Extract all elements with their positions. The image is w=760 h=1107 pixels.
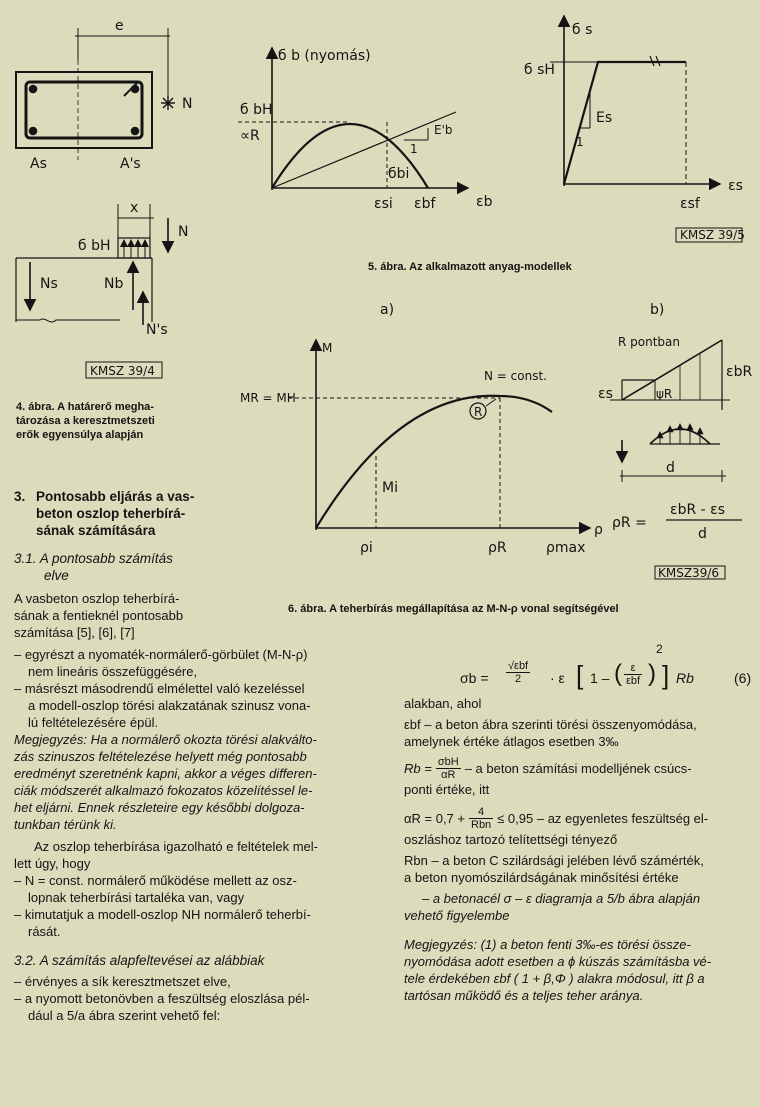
def-Rbn: Rbn – a beton C szilárdsági jelében lévő számérték, a beton nyomószilárdságának minősítési értéke	[404, 853, 704, 885]
equation-6: σb = √εbf 2 · ε [ 1 – ( ε εbf ) 2 ] Rb (6)	[460, 642, 752, 690]
fig6-caption: 6. ábra. A teherbírás megállapítása az M-N-ρ vonal segítségével	[288, 603, 619, 615]
figure-5b	[550, 16, 742, 242]
def-Rb: Rb = $\frac{\text{σbH}}{\alpha R}$ – a beton számítási modelljének csúcs- ponti értéke, itt	[404, 756, 692, 797]
fig4-Nbig-label: N	[178, 224, 189, 240]
section-3-heading: 3. Pontosabb eljárás a vas- beton oszlop teherbírá- sának számítására	[14, 489, 195, 538]
fig4-caption-1: 4. ábra. A határerő megha-	[16, 401, 154, 413]
fig6-Nconst-label: N = const.	[484, 369, 547, 383]
fig6-R-label: R	[474, 405, 483, 419]
fig6-M-label: M	[322, 341, 333, 355]
def-steel: – a betonacél σ – ε diagramja a 5/b ábra alapján vehető figyelembe	[404, 891, 701, 923]
fig5a-eb: E'b	[434, 123, 453, 137]
fig5-code: KMSZ 39/5	[680, 228, 745, 242]
fig4-Ns2-label: N's	[146, 322, 168, 338]
fig5-caption: 5. ábra. Az alkalmazott anyag-modellek	[368, 261, 572, 273]
bullet-5: – érvényes a sík keresztmetszet elve,	[14, 974, 231, 989]
fig5-b-label: b)	[650, 302, 665, 318]
bullet-3: – N = const. normálerő működése mellett az osz- lopnak teherbírási tartaléka van, vagy	[14, 873, 297, 905]
fig6-d-label: d	[666, 460, 675, 476]
fig6-rhomax-label: ρmax	[546, 540, 586, 556]
fig6-rhoi-label: ρi	[360, 540, 373, 556]
fig5b-one: 1	[576, 135, 584, 149]
fig6-rhoR-label: ρR	[488, 540, 507, 556]
fig5a-alpha: ∝R	[240, 128, 260, 144]
fig6-Rpont-label: R pontban	[618, 335, 680, 349]
fig4-Ns-label: Ns	[40, 276, 58, 292]
right-body: alakban, ahol εbf – a beton ábra szerinti törési összenyomódása, amelynek értéke átlagos esetben 3‰ Rb = $\frac{\text{σbH}}{\alpha R}$ – a beton számítási modelljének csúcs- ponti értéke, itt αR = 0,7 + $\frac{4}{\text{Rbn}}$ ≤ 0,95 – az egyenletes feszültség el- oszláshoz tartozó telítettségi tényező Rbn – a beton C szilárdsági jelében lévő számérték, a beton nyomószilárdságának minősítési értéke – a betonacél σ – ε diagramja a 5/b ábra alapján vehető figyelembe Megjegyzés: (1) a beton fenti 3‰-es törési össze- nyomódása adott esetben a ϕ kúszás számításba vé- tele érdekében εbf ( 1 + β,Φ ) alakra módosul, itt β a tartósan működő és a teljes teher aránya.	[404, 695, 754, 1004]
paragraph-2: Az oszlop teherbírása igazolható e feltételek mel- lett úgy, hogy	[14, 839, 318, 871]
fig6-MR-label: MR = MH	[240, 391, 296, 405]
note-right: Megjegyzés: (1) a beton fenti 3‰-es törési össze- nyomódása adott esetben a ϕ kúszás számításba vé- tele érdekében εbf ( 1 + β,Φ ) alakra módosul, itt β a tartósan működő és a teljes teher aránya.	[404, 937, 712, 1003]
fig4-e-label: e	[115, 18, 124, 34]
fig5a-sbi: бbi	[388, 166, 410, 182]
fig5b-Es: Es	[596, 110, 613, 126]
fig4-caption-3: erők egyensúlya alapján	[16, 429, 144, 441]
fig4-N-label: N	[182, 96, 193, 112]
fig4-As2-label: A's	[120, 156, 141, 172]
bullet-1: – egyrészt a nyomaték-normálerő-görbület (M-N-ρ) nem lineáris összefüggésére,	[14, 647, 308, 679]
def-ebf: εbf – a beton ábra szerinti törési összenyomódása, amelynek értéke átlagos esetben 3‰	[404, 717, 697, 749]
fig4-sbH-label: б bH	[78, 238, 111, 254]
fig6-Mi-label: Mi	[382, 480, 398, 496]
fig6-code: KMSZ39/6	[658, 566, 720, 580]
fig6-psiR-label: ψR	[656, 387, 673, 401]
fig5a-one: 1	[410, 142, 418, 156]
fig6-formula-num: εbR - εs	[670, 502, 725, 518]
section-3-2-heading: 3.2. A számítás alapfeltevései az alábbiak	[14, 953, 265, 968]
force-point-icon	[161, 96, 175, 110]
fig5b-esf: εsf	[680, 196, 700, 212]
fig5a-esi: εsi	[374, 196, 393, 212]
left-body	[14, 646, 394, 1024]
fig6-formula-lhs: ρR =	[612, 515, 647, 531]
bullet-6: – a nyomott betonövben a feszültség eloszlása pél- dául a 5/a ábra szerint vehető fel:	[14, 991, 310, 1023]
bullet-4: – kimutatjuk a modell-oszlop NH normálerő teherbí- rását.	[14, 907, 311, 939]
fig6-es-label: εs	[598, 386, 613, 402]
figure-5a	[238, 48, 468, 190]
fig6-rho-label: ρ	[594, 522, 603, 538]
fig5b-yaxis: б s	[572, 22, 593, 38]
fig5b-es: εs	[728, 178, 743, 194]
fig4-Nb-label: Nb	[104, 276, 124, 292]
fig6-ebR-label: εbR	[726, 364, 753, 380]
fig5a-axis: εb	[476, 194, 493, 210]
section-3-1-heading: 3.1. A pontosabb számítás elve	[14, 551, 173, 583]
fig5a-top: б bH	[240, 102, 273, 118]
paragraph-1: A vasbeton oszlop teherbírá- sának a fentieknél pontosabb számítása [5], [6], [7]	[14, 591, 184, 640]
fig5-a-label: a)	[380, 302, 395, 318]
fig5b-sH: б sH	[524, 62, 555, 78]
fig4-caption-2: tározása a keresztmetszeti	[16, 415, 155, 427]
fig5a-yaxis: б b (nyomás)	[278, 48, 371, 64]
fig5a-ebf: εbf	[414, 196, 436, 212]
note-left: Megjegyzés: Ha a normálerő okozta törési alakválto- zás szinuszos feltételezése helyett még pontosabb eredményt szeretnénk kapni, akkor a véges differen- ciák módszerét alkalmazó fokozatos közelítéssel le- het eljárni. Ennek részleteire egy későbbi dolgoza- tunkban térünk ki.	[14, 732, 317, 832]
fig4-x-label: x	[130, 200, 139, 216]
fig6-formula-den: d	[698, 526, 707, 542]
def-alphaR: αR = 0,7 + $\frac{4}{\text{Rbn}}$ ≤ 0,95 – az egyenletes feszültség el- oszláshoz tartozó telítettségi tényező	[404, 806, 709, 847]
fig4-As-label: As	[30, 156, 47, 172]
bullet-2: – másrészt másodrendű elmélettel való kezeléssel a modell-oszlop törési alakzatának szinusz vona- lú feltételezésére épül.	[14, 681, 311, 730]
fig4-code: KMSZ 39/4	[90, 364, 155, 378]
